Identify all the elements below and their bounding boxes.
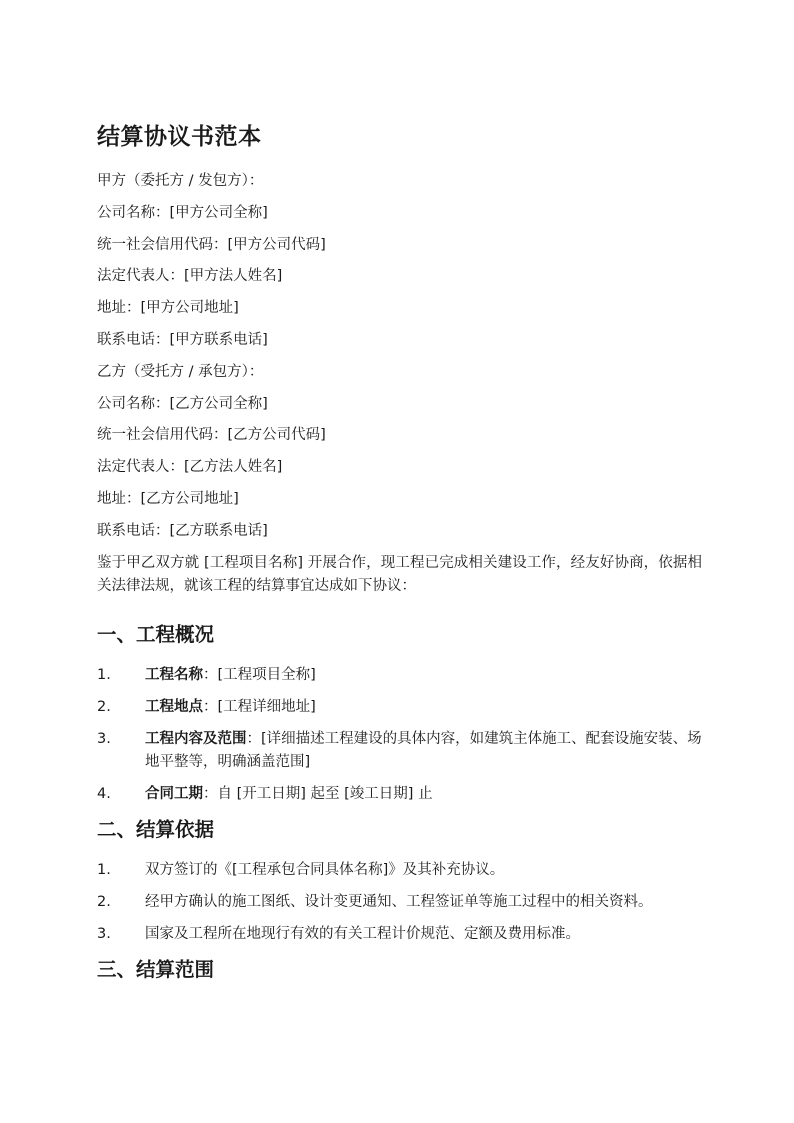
list-item [97, 859, 702, 882]
list-number: 3. [97, 730, 111, 747]
party-b-credit-code: 统一社会信用代码：[乙方公司代码] [97, 427, 326, 444]
party-a-heading: 甲方（委托方 / 发包方）： [97, 173, 264, 189]
list-number: 2. [97, 893, 111, 910]
item-label: 工程地点 [145, 698, 203, 715]
item-text: ：自 [开工日期] 起至 [竣工日期] 止 [203, 785, 433, 802]
party-b-company-name: 公司名称：[乙方公司全称] [97, 395, 268, 412]
item-text: 经甲方确认的施工图纸、设计变更通知、工程签证单等施工过程中的相关资料。 [145, 893, 653, 910]
document-title: 结算协议书范本 [97, 124, 262, 150]
party-a-company-name: 公司名称：[甲方公司全称] [97, 204, 268, 221]
party-b-heading: 乙方（受托方 / 承包方）： [97, 363, 264, 380]
list-number: 3. [97, 925, 111, 942]
list-item [97, 728, 702, 774]
party-b-legal-rep: 法定代表人：[乙方法人姓名] [97, 459, 283, 476]
item-text: 国家及工程所在地现行有效的有关工程计价规范、定额及费用标准。 [145, 925, 580, 942]
basis-list [97, 859, 702, 946]
document-page [97, 118, 702, 999]
item-text: ：[工程项目全称] [203, 666, 316, 683]
party-a-legal-rep: 法定代表人：[甲方法人姓名] [97, 268, 283, 285]
list-number: 2. [97, 698, 111, 715]
party-b-phone: 联系电话：[乙方联系电话] [97, 522, 268, 539]
list-item [97, 783, 702, 806]
item-label: 工程名称 [145, 666, 203, 683]
item-label: 合同工期 [145, 785, 203, 802]
section-heading-overview: 一、工程概况 [97, 622, 215, 646]
item-label: 工程内容及范围 [145, 730, 247, 747]
list-item [97, 664, 702, 687]
list-item [97, 891, 702, 914]
item-text: ：[详细描述工程建设的具体内容，如建筑主体施工、配套设施安装、场地平整等，明确涵盖范围] [145, 730, 702, 770]
list-item [97, 923, 702, 946]
intro-paragraph: 鉴于甲乙双方就 [工程项目名称] 开展合作，现工程已完成相关建设工作，经友好协商，依据相关法律法规，就该工程的结算事宜达成如下协议： [97, 554, 702, 594]
party-b-address: 地址：[乙方公司地址] [97, 490, 239, 507]
section-heading-scope: 三、结算范围 [97, 957, 215, 981]
overview-list [97, 664, 702, 806]
party-a-phone: 联系电话：[甲方联系电话] [97, 331, 268, 348]
list-number: 4. [97, 785, 111, 802]
list-item [97, 696, 702, 719]
list-number: 1. [97, 666, 111, 683]
item-text: ：[工程详细地址] [203, 698, 316, 715]
party-a-address: 地址：[甲方公司地址] [97, 300, 239, 317]
item-text: 双方签订的《[工程承包合同具体名称]》及其补充协议。 [145, 861, 505, 878]
party-a-credit-code: 统一社会信用代码：[甲方公司代码] [97, 236, 326, 253]
section-heading-basis: 二、结算依据 [97, 817, 215, 841]
list-number: 1. [97, 861, 111, 878]
